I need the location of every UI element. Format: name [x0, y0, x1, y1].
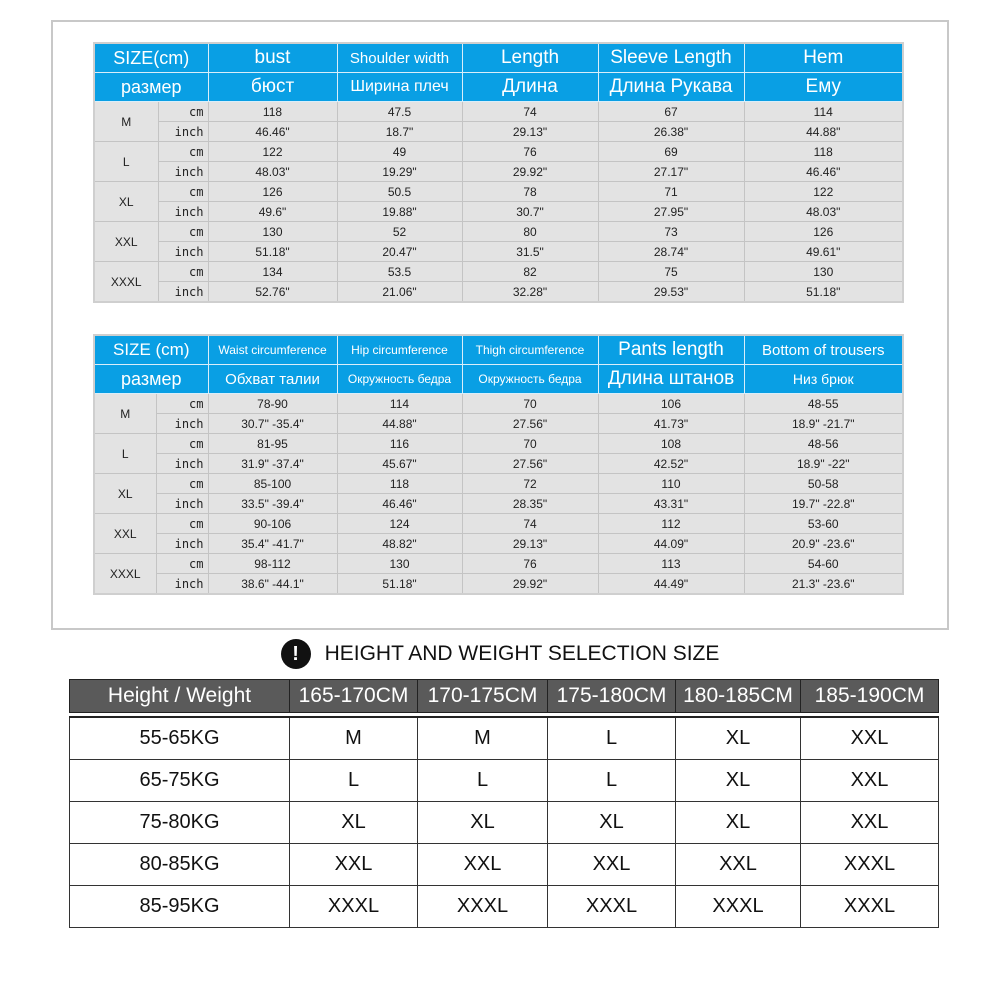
table-row	[94, 534, 903, 554]
cm-value: 134	[208, 262, 337, 282]
unit-cm: cm	[156, 554, 208, 574]
column-header: Окружность бедра	[462, 365, 598, 394]
inch-value: 29.92"	[462, 574, 598, 595]
recommended-size: L	[548, 760, 676, 802]
table-row	[94, 554, 903, 574]
recommended-size: XL	[418, 802, 548, 844]
table-row	[94, 494, 903, 514]
inch-value: 29.92"	[462, 162, 598, 182]
inch-value: 19.29"	[337, 162, 462, 182]
table-row	[94, 434, 903, 454]
table-row	[94, 202, 903, 222]
inch-value: 20.47"	[337, 242, 462, 262]
cm-value: 80	[462, 222, 598, 242]
column-header: Длина	[462, 73, 598, 102]
recommended-size: XXL	[801, 717, 939, 760]
inch-value: 27.56"	[462, 454, 598, 474]
table-row	[70, 802, 939, 844]
cm-value: 112	[598, 514, 744, 534]
recommended-size: XXXL	[801, 886, 939, 928]
height-range-header: 165-170CM	[290, 680, 418, 713]
column-header: Waist circumference	[208, 335, 337, 365]
inch-value: 28.74"	[598, 242, 744, 262]
inch-value: 29.13"	[462, 534, 598, 554]
table-row	[70, 886, 939, 928]
cm-value: 106	[598, 394, 744, 414]
recommended-size: XXXL	[676, 886, 801, 928]
table-row	[70, 717, 939, 760]
cm-value: 108	[598, 434, 744, 454]
cm-value: 78-90	[208, 394, 337, 414]
header-row	[94, 365, 903, 394]
unit-inch: inch	[158, 242, 208, 262]
cm-value: 82	[462, 262, 598, 282]
cm-value: 114	[337, 394, 462, 414]
recommended-size: XXXL	[290, 886, 418, 928]
cm-value: 76	[462, 554, 598, 574]
recommended-size: XL	[676, 717, 801, 760]
size-header-cell: размер	[94, 73, 208, 102]
column-header: Shoulder width	[337, 43, 462, 73]
cm-value: 69	[598, 142, 744, 162]
recommended-size: XXL	[548, 844, 676, 886]
inch-value: 43.31"	[598, 494, 744, 514]
recommended-size: L	[290, 760, 418, 802]
size-label: XL	[94, 474, 156, 514]
inch-value: 38.6" -44.1"	[208, 574, 337, 595]
unit-cm: cm	[156, 474, 208, 494]
cm-value: 53.5	[337, 262, 462, 282]
exclamation-icon: !	[281, 639, 311, 669]
height-range-header: 180-185CM	[676, 680, 801, 713]
size-header-cell: размер	[94, 365, 208, 394]
table-row	[94, 222, 903, 242]
cm-value: 114	[744, 102, 903, 122]
inch-value: 44.49"	[598, 574, 744, 595]
recommended-size: M	[290, 717, 418, 760]
unit-cm: cm	[158, 182, 208, 202]
inch-value: 30.7"	[462, 202, 598, 222]
inch-value: 21.3" -23.6"	[744, 574, 903, 595]
inch-value: 46.46"	[208, 122, 337, 142]
height-weight-table	[69, 679, 939, 928]
inch-value: 29.13"	[462, 122, 598, 142]
size-header-cell: SIZE(cm)	[94, 43, 208, 73]
header-row	[94, 335, 903, 365]
column-header: Обхват талии	[208, 365, 337, 394]
unit-cm: cm	[156, 514, 208, 534]
inch-value: 30.7" -35.4"	[208, 414, 337, 434]
cm-value: 50.5	[337, 182, 462, 202]
recommended-size: L	[418, 760, 548, 802]
cm-value: 48-56	[744, 434, 903, 454]
size-label: L	[94, 142, 158, 182]
weight-range: 65-75KG	[70, 760, 290, 802]
cm-value: 122	[208, 142, 337, 162]
column-header: Окружность бедра	[337, 365, 462, 394]
table-row	[94, 474, 903, 494]
column-header: Длина Рукава	[598, 73, 744, 102]
size-label: XXXL	[94, 262, 158, 303]
cm-value: 113	[598, 554, 744, 574]
size-header-cell: SIZE (cm)	[94, 335, 208, 365]
inch-value: 18.7"	[337, 122, 462, 142]
cm-value: 75	[598, 262, 744, 282]
cm-value: 72	[462, 474, 598, 494]
unit-cm: cm	[156, 434, 208, 454]
inch-value: 48.82"	[337, 534, 462, 554]
selection-title	[0, 639, 1000, 669]
inch-value: 46.46"	[337, 494, 462, 514]
table-row	[94, 142, 903, 162]
table-row	[94, 182, 903, 202]
cm-value: 49	[337, 142, 462, 162]
weight-range: 85-95KG	[70, 886, 290, 928]
inch-value: 27.95"	[598, 202, 744, 222]
table-row	[94, 414, 903, 434]
cm-value: 50-58	[744, 474, 903, 494]
cm-value: 52	[337, 222, 462, 242]
table-row	[94, 394, 903, 414]
recommended-size: XL	[548, 802, 676, 844]
recommended-size: XL	[676, 760, 801, 802]
cm-value: 124	[337, 514, 462, 534]
cm-value: 118	[208, 102, 337, 122]
column-header: бюст	[208, 73, 337, 102]
table-row	[94, 282, 903, 303]
column-header: Bottom of trousers	[744, 335, 903, 365]
recommended-size: XXXL	[801, 844, 939, 886]
inch-value: 19.88"	[337, 202, 462, 222]
unit-inch: inch	[158, 282, 208, 303]
cm-value: 126	[208, 182, 337, 202]
cm-value: 126	[744, 222, 903, 242]
inch-value: 35.4" -41.7"	[208, 534, 337, 554]
inch-value: 51.18"	[208, 242, 337, 262]
height-range-header: 185-190CM	[801, 680, 939, 713]
inch-value: 31.5"	[462, 242, 598, 262]
selection-title-text: HEIGHT AND WEIGHT SELECTION SIZE	[324, 642, 720, 665]
inch-value: 28.35"	[462, 494, 598, 514]
weight-range: 55-65KG	[70, 717, 290, 760]
unit-inch: inch	[156, 494, 208, 514]
table-row	[94, 122, 903, 142]
column-header: Длина штанов	[598, 365, 744, 394]
cm-value: 76	[462, 142, 598, 162]
cm-value: 122	[744, 182, 903, 202]
unit-inch: inch	[158, 122, 208, 142]
recommended-size: L	[548, 717, 676, 760]
inch-value: 26.38"	[598, 122, 744, 142]
cm-value: 90-106	[208, 514, 337, 534]
height-range-header: 175-180CM	[548, 680, 676, 713]
inch-value: 48.03"	[208, 162, 337, 182]
cm-value: 118	[337, 474, 462, 494]
inch-value: 29.53"	[598, 282, 744, 303]
unit-inch: inch	[156, 574, 208, 595]
inch-value: 21.06"	[337, 282, 462, 303]
recommended-size: XL	[676, 802, 801, 844]
cm-value: 81-95	[208, 434, 337, 454]
column-header: Sleeve Length	[598, 43, 744, 73]
inch-value: 27.17"	[598, 162, 744, 182]
unit-inch: inch	[156, 414, 208, 434]
cm-value: 130	[744, 262, 903, 282]
table-row	[94, 262, 903, 282]
cm-value: 47.5	[337, 102, 462, 122]
column-header: Thigh circumference	[462, 335, 598, 365]
cm-value: 130	[208, 222, 337, 242]
inch-value: 41.73"	[598, 414, 744, 434]
header-row	[94, 73, 903, 102]
size-label: XXXL	[94, 554, 156, 595]
inch-value: 32.28"	[462, 282, 598, 303]
inch-value: 33.5" -39.4"	[208, 494, 337, 514]
inch-value: 46.46"	[744, 162, 903, 182]
cm-value: 118	[744, 142, 903, 162]
height-weight-header: Height / Weight	[70, 680, 290, 713]
column-header: Length	[462, 43, 598, 73]
inch-value: 49.61"	[744, 242, 903, 262]
cm-value: 74	[462, 102, 598, 122]
inch-value: 27.56"	[462, 414, 598, 434]
unit-inch: inch	[156, 534, 208, 554]
unit-inch: inch	[156, 454, 208, 474]
cm-value: 54-60	[744, 554, 903, 574]
size-label: XXL	[94, 514, 156, 554]
recommended-size: XXXL	[418, 886, 548, 928]
table-row	[94, 514, 903, 534]
column-header: Низ брюк	[744, 365, 903, 394]
top-size-table	[93, 42, 904, 303]
table-row	[94, 454, 903, 474]
height-range-header: 170-175CM	[418, 680, 548, 713]
inch-value: 51.18"	[744, 282, 903, 303]
table-row	[94, 242, 903, 262]
header-row	[70, 680, 939, 713]
table-row	[70, 760, 939, 802]
recommended-size: XXL	[801, 760, 939, 802]
cm-value: 67	[598, 102, 744, 122]
inch-value: 42.52"	[598, 454, 744, 474]
inch-value: 48.03"	[744, 202, 903, 222]
inch-value: 20.9" -23.6"	[744, 534, 903, 554]
recommended-size: M	[418, 717, 548, 760]
header-row	[94, 43, 903, 73]
unit-inch: inch	[158, 202, 208, 222]
column-header: bust	[208, 43, 337, 73]
cm-value: 71	[598, 182, 744, 202]
cm-value: 85-100	[208, 474, 337, 494]
cm-value: 110	[598, 474, 744, 494]
recommended-size: XXXL	[548, 886, 676, 928]
recommended-size: XL	[290, 802, 418, 844]
unit-cm: cm	[158, 222, 208, 242]
inch-value: 52.76"	[208, 282, 337, 303]
cm-value: 70	[462, 394, 598, 414]
unit-cm: cm	[156, 394, 208, 414]
cm-value: 48-55	[744, 394, 903, 414]
inch-value: 44.88"	[337, 414, 462, 434]
recommended-size: XXL	[290, 844, 418, 886]
weight-range: 75-80KG	[70, 802, 290, 844]
recommended-size: XXL	[418, 844, 548, 886]
cm-value: 130	[337, 554, 462, 574]
table-row	[94, 162, 903, 182]
column-header: Ему	[744, 73, 903, 102]
cm-value: 74	[462, 514, 598, 534]
cm-value: 73	[598, 222, 744, 242]
unit-cm: cm	[158, 262, 208, 282]
size-label: L	[94, 434, 156, 474]
cm-value: 53-60	[744, 514, 903, 534]
inch-value: 44.09"	[598, 534, 744, 554]
cm-value: 70	[462, 434, 598, 454]
column-header: Pants length	[598, 335, 744, 365]
table-row	[94, 102, 903, 122]
inch-value: 18.9" -21.7"	[744, 414, 903, 434]
inch-value: 49.6"	[208, 202, 337, 222]
cm-value: 98-112	[208, 554, 337, 574]
size-label: M	[94, 394, 156, 434]
column-header: Ширина плеч	[337, 73, 462, 102]
column-header: Hem	[744, 43, 903, 73]
unit-cm: cm	[158, 142, 208, 162]
recommended-size: XXL	[676, 844, 801, 886]
size-label: XL	[94, 182, 158, 222]
inch-value: 18.9" -22"	[744, 454, 903, 474]
bottom-size-table	[93, 334, 904, 595]
weight-range: 80-85KG	[70, 844, 290, 886]
column-header: Hip circumference	[337, 335, 462, 365]
size-label: M	[94, 102, 158, 142]
unit-cm: cm	[158, 102, 208, 122]
size-label: XXL	[94, 222, 158, 262]
table-row	[70, 844, 939, 886]
cm-value: 116	[337, 434, 462, 454]
recommended-size: XXL	[801, 802, 939, 844]
table-row	[94, 574, 903, 595]
inch-value: 44.88"	[744, 122, 903, 142]
inch-value: 51.18"	[337, 574, 462, 595]
inch-value: 45.67"	[337, 454, 462, 474]
cm-value: 78	[462, 182, 598, 202]
unit-inch: inch	[158, 162, 208, 182]
inch-value: 19.7" -22.8"	[744, 494, 903, 514]
inch-value: 31.9" -37.4"	[208, 454, 337, 474]
